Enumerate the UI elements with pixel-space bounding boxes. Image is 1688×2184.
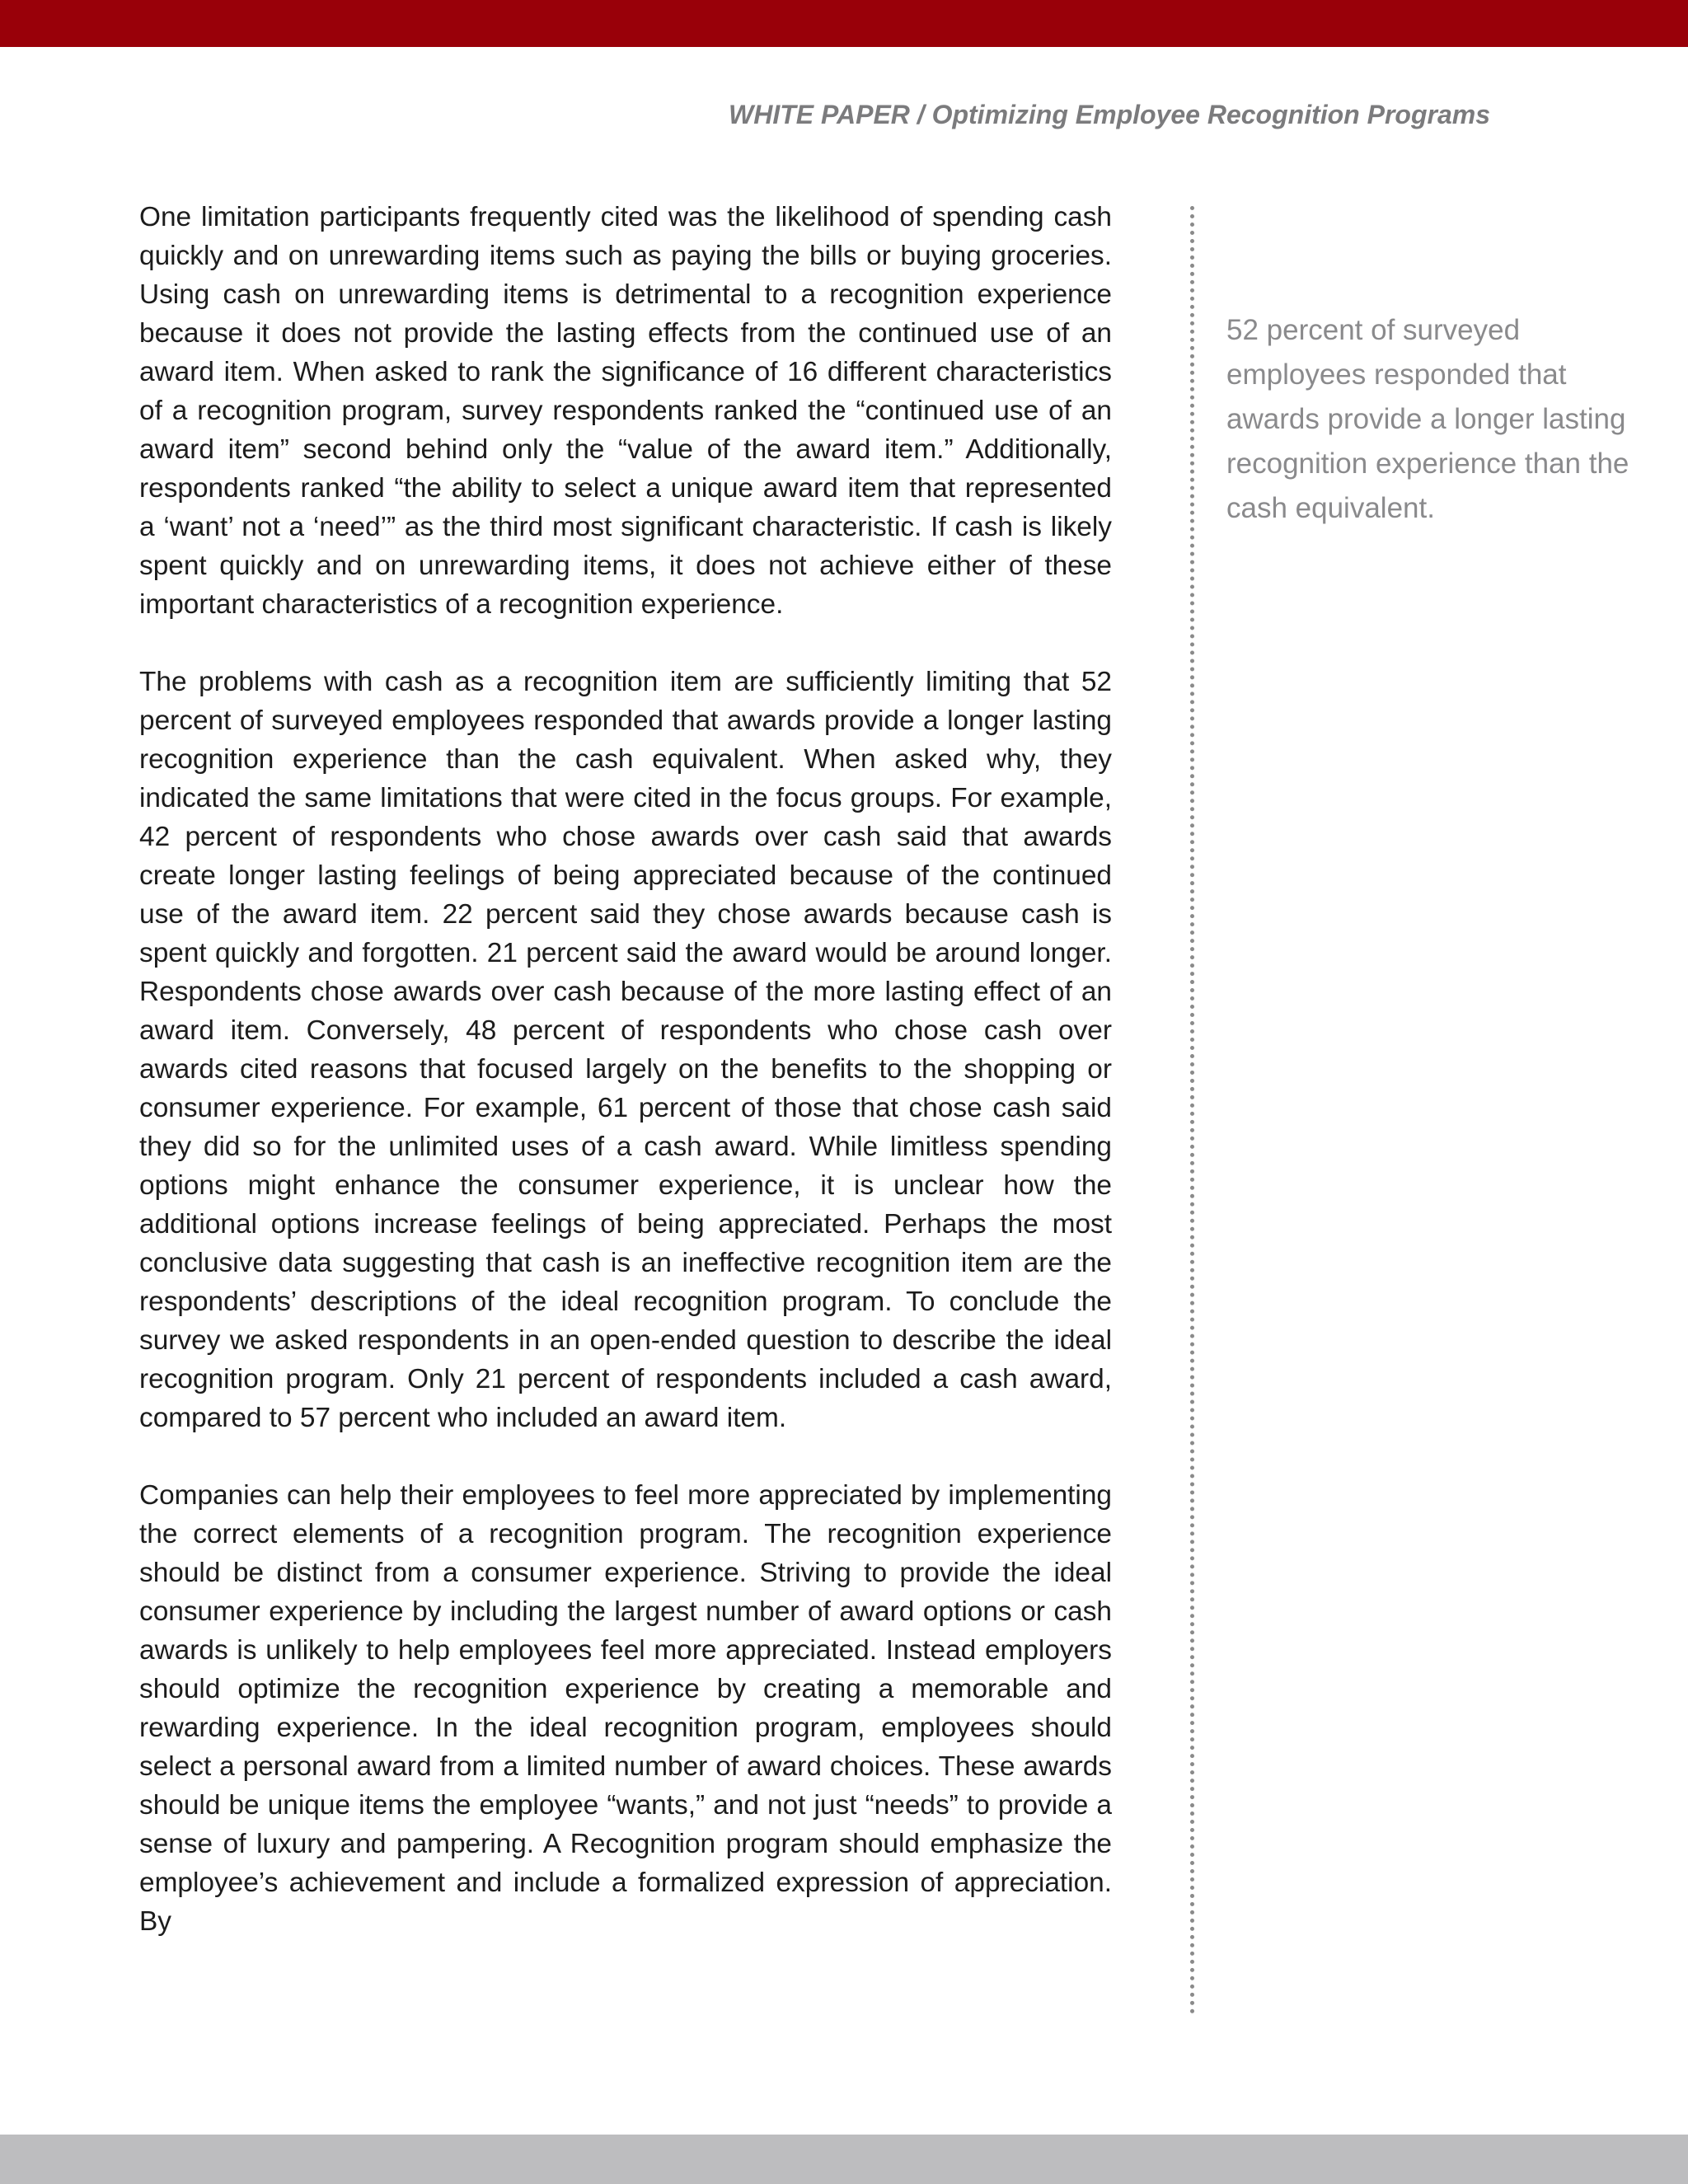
bottom-footer-band [0,2135,1688,2184]
document-header: WHITE PAPER / Optimizing Employee Recognition Programs [729,100,1490,129]
body-paragraph-3: Companies can help their employees to feel more appreciated by implementing the correct elements of a recognition program. The recognition experience should be distinct from a consumer experience. Striving to provide the ideal consumer experience by including the largest number of award options or cash awards is unlikely to help employees feel more appreciated. Instead employers should optimize the recognition experience by creating a memorable and rewarding experience. In the ideal recognition program, employees should select a personal award from a limited number of award choices. These awards should be unique items the employee “wants,” and not just “needs” to provide a sense of luxury and pampering. A Recognition program should emphasize the employee’s achievement and include a formalized expression of appreciation. By [139,1480,1112,1937]
body-paragraph-1: One limitation participants frequently cited was the likelihood of spending cash quickly and on unrewarding items such as paying the bills or buying groceries. Using cash on unrewarding items is detrimental to a recognition experience because it does not provide the lasting effects from the continued use of an award item. When asked to rank the significance of 16 different characteristics of a recognition program, survey respondents ranked the “continued use of an award item” second behind only the “value of the award item.” Additionally, respondents ranked “the ability to select a unique award item that represented a ‘want’ not a ‘need’” as the third most significant characteristic. If cash is likely spent quickly and on unrewarding items, it does not achieve either of these important characteristics of a recognition experience. [139,202,1112,620]
body-paragraph-2: The problems with cash as a recognition item are sufficiently limiting that 52 percent of surveyed employees responded that awards provide a longer lasting recognition experience than the cash equivalent. When asked why, they indicated the same limitations that were cited in the focus groups. For example, 42 percent of respondents who chose awards over cash said that awards create longer lasting feelings of being appreciated because of the continued use of the award item. 22 percent said they chose awards because cash is spent quickly and forgotten. 21 percent said the award would be around longer. Respondents chose awards over cash because of the more lasting effect of an award item. Conversely, 48 percent of respondents who chose cash over awards cited reasons that focused largely on the benefits to the shopping or consumer experience. For example, 61 percent of those that chose cash said they did so for the unlimited uses of a cash award. While limitless spending options might enhance the consumer experience, it is unclear how the additional options increase feelings of being appreciated. Perhaps the most conclusive data suggesting that cash is an ineffective recognition item are the respondents’ descriptions of the ideal recognition program. To conclude the survey we asked respondents in an open-ended question to describe the ideal recognition program. Only 21 percent of respondents included a cash award, compared to 57 percent who included an award item. [139,667,1112,1433]
dotted-column-divider [1190,206,1194,2015]
top-accent-band [0,0,1688,47]
main-text-column [139,198,1112,1980]
sidebar-pull-quote: 52 percent of surveyed employees responded that awards provide a longer lasting recognition experience than the cash equivalent. [1226,314,1629,524]
